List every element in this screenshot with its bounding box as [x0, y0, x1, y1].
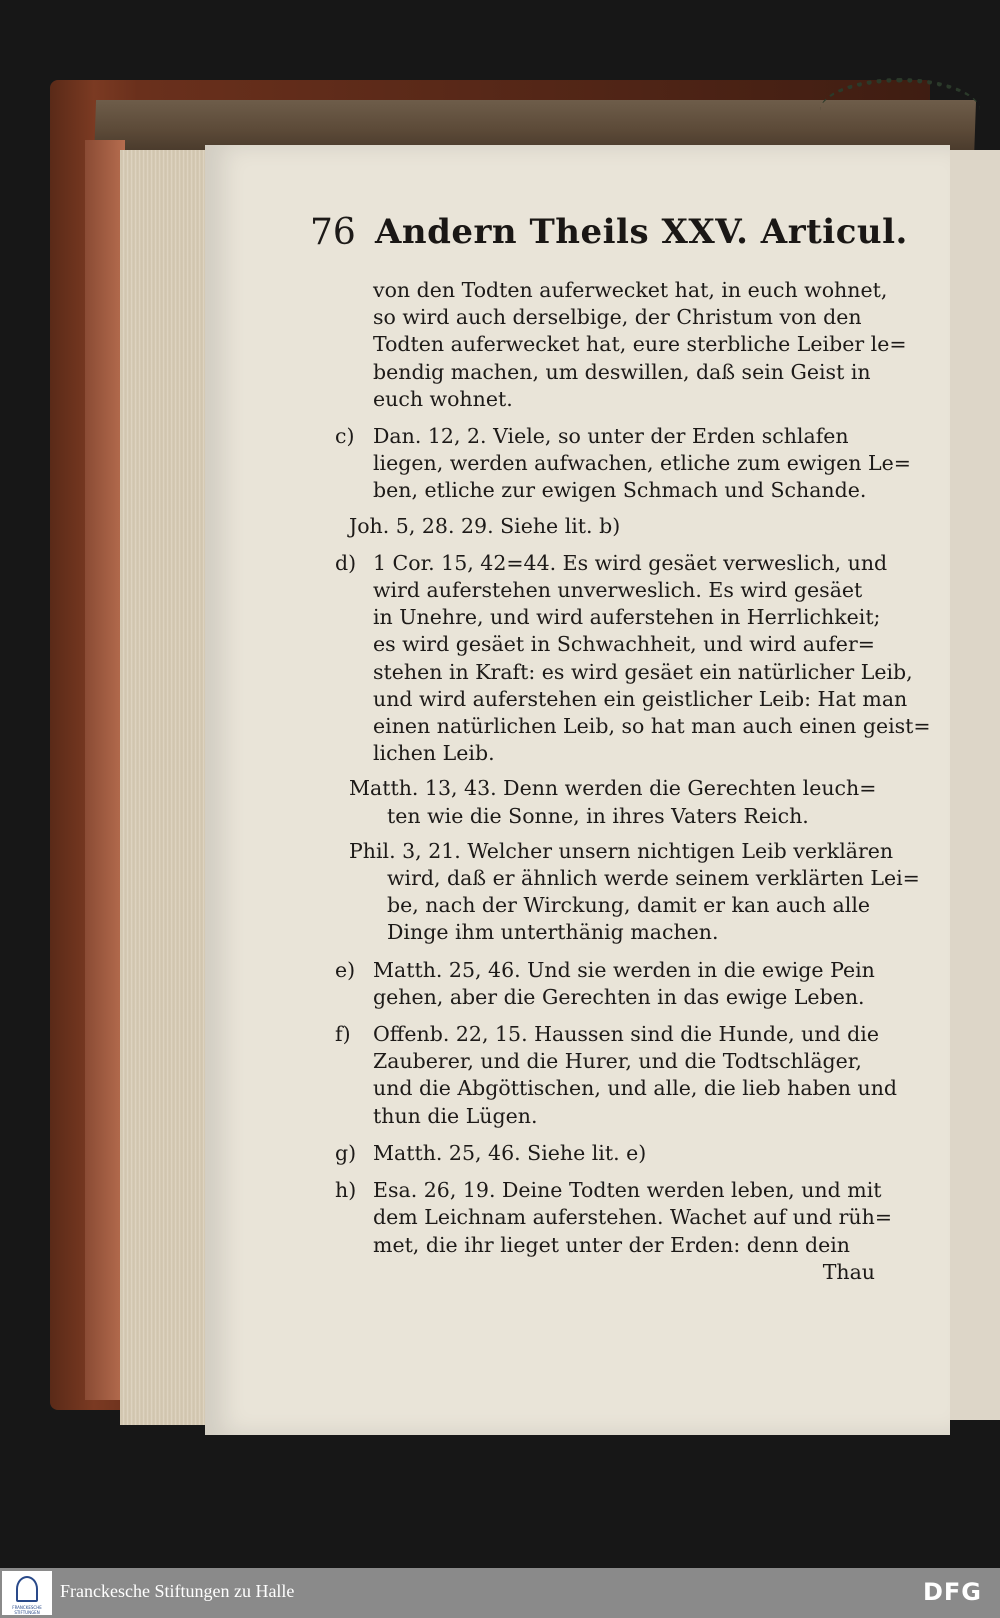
text-line: so wird auch derselbige, der Christum von den — [373, 305, 862, 330]
footnote-c — [335, 423, 911, 505]
text-line: Matth. 13, 43. Denn werden die Gerechten leuch= — [349, 776, 877, 801]
dfg-logo[interactable]: DFG — [922, 1578, 982, 1606]
text-line: dem Leichnam auferstehen. Wachet auf und rüh= — [373, 1205, 893, 1230]
page-stack — [120, 150, 215, 1425]
text-line: bendig machen, um deswillen, daß sein Geist in — [373, 359, 871, 384]
text-line: ben, etliche zur ewigen Schmach und Schande. — [373, 478, 867, 503]
francke-logo-icon — [16, 1576, 38, 1602]
text-line: Matth. 25, 46. Siehe lit. e) — [373, 1140, 647, 1165]
text-line: Matth. 25, 46. Und sie werden in die ewige Pein — [373, 957, 875, 982]
text-block-continuation — [335, 277, 907, 413]
text-line: 1 Cor. 15, 42=44. Es wird gesäet verweslich, und — [373, 550, 888, 575]
quote-joh — [335, 513, 875, 540]
page-header — [310, 212, 908, 262]
footnote-g — [335, 1140, 875, 1167]
text-line: Todten auferwecket hat, eure sterbliche Leiber le= — [373, 332, 907, 357]
text-line: Esa. 26, 19. Deine Todten werden leben, und mit — [373, 1178, 882, 1203]
text-line: Offenb. 22, 15. Haussen sind die Hunde, und die — [373, 1022, 879, 1047]
logo-text: FRANCKESCHE STIFTUNGEN — [12, 1605, 42, 1615]
text-line: met, die ihr lieget unter der Erden: denn dein — [373, 1232, 850, 1257]
page-body — [335, 277, 931, 1286]
text-line: gehen, aber die Gerechten in das ewige Leben. — [373, 984, 865, 1009]
text-line: liegen, werden aufwachen, etliche zum ewigen Le= — [373, 451, 911, 476]
text-line: lichen Leib. — [373, 741, 495, 766]
text-line: und wird auferstehen ein geistlicher Leib: Hat man — [373, 686, 908, 711]
footnote-mark: d) — [335, 550, 357, 575]
footnote-mark: e) — [335, 957, 356, 982]
text-line: und die Abgöttischen, und alle, die lieb haben und — [373, 1076, 898, 1101]
facing-page-edge — [950, 150, 1000, 1420]
quote-matth-13 — [335, 775, 875, 829]
viewer-footer — [0, 1568, 1000, 1618]
text-line: wird auferstehen unverweslich. Es wird gesäet — [373, 578, 863, 603]
footnote-h — [335, 1177, 893, 1286]
page-number: 76 — [310, 212, 356, 253]
text-line: wird, daß er ähnlich werde seinem verklärten Lei= — [387, 866, 920, 891]
text-line: Dan. 12, 2. Viele, so unter der Erden schlafen — [373, 424, 849, 449]
text-line: Joh. 5, 28. 29. Siehe lit. b) — [349, 513, 621, 538]
text-line: einen natürlichen Leib, so hat man auch einen geist= — [373, 714, 931, 739]
text-line: euch wohnet. — [373, 386, 513, 411]
footnote-d — [335, 550, 931, 768]
bookmark-ribbon — [820, 78, 980, 143]
footnote-mark: f) — [335, 1022, 351, 1047]
text-line: Zauberer, und die Hurer, und die Todtschläger, — [373, 1049, 862, 1074]
text-line: von den Todten auferwecket hat, in euch wohnet, — [373, 278, 888, 302]
catchword: Thau — [822, 1259, 875, 1284]
footnote-f — [335, 1021, 898, 1130]
francke-logo[interactable] — [2, 1571, 52, 1615]
text-line: ten wie die Sonne, in ihres Vaters Reich. — [387, 803, 809, 828]
text-line: Dinge ihm unterthänig machen. — [387, 920, 719, 945]
footnote-mark: h) — [335, 1178, 357, 1203]
page-edge-red — [85, 140, 125, 1400]
text-line: in Unehre, und wird auferstehen in Herrlichkeit; — [373, 605, 881, 630]
text-line: stehen in Kraft: es wird gesäet ein natürlicher Leib, — [373, 659, 913, 684]
institution-link[interactable]: Franckesche Stiftungen zu Halle — [60, 1581, 295, 1601]
footnote-mark: c) — [335, 424, 355, 449]
footnote-mark: g) — [335, 1140, 357, 1165]
text-line: be, nach der Wirckung, damit er kan auch alle — [387, 893, 871, 918]
quote-phil — [335, 838, 920, 947]
text-line: Phil. 3, 21. Welcher unsern nichtigen Leib verklären — [349, 838, 894, 863]
text-line: thun die Lügen. — [373, 1103, 538, 1128]
running-title: Andern Theils XXV. Articul. — [375, 212, 908, 252]
text-line: es wird gesäet in Schwachheit, und wird aufer= — [373, 632, 875, 657]
footnote-e — [335, 957, 875, 1011]
